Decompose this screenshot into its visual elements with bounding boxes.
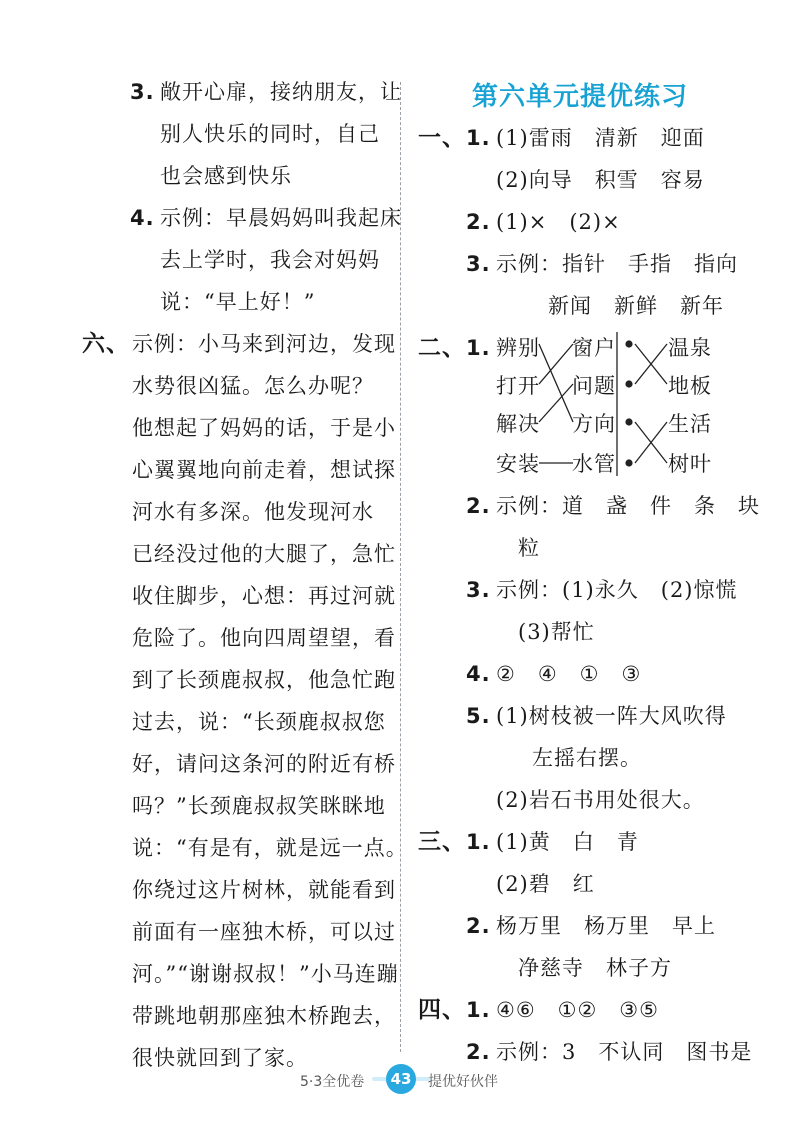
match-dot: [625, 418, 632, 425]
answer-text: 别人快乐的同时，自己: [160, 122, 380, 146]
question-number: 2.: [466, 494, 491, 518]
question-number: 1.: [466, 830, 491, 854]
match-line: [539, 344, 573, 384]
answer-text: 示例：早晨妈妈叫我起床: [160, 206, 402, 230]
answer-text: 示例：道 盏 件 条 块: [496, 494, 760, 518]
match-line: [539, 384, 573, 422]
answer-text: 也会感到快乐: [160, 164, 292, 188]
match-word-mid: 窗户: [572, 336, 616, 360]
match-word-right: 温泉: [668, 336, 712, 360]
section-label: 六、: [82, 331, 130, 357]
essay-line: 心翼翼地向前走着，想试探: [132, 458, 396, 482]
match-word-left: 安装: [496, 452, 540, 476]
section-label: 三、: [418, 829, 466, 855]
match-word-mid: 问题: [572, 374, 616, 398]
answer-text: 示例：(1)永久 (2)惊慌: [496, 578, 738, 602]
match-dot: [625, 380, 632, 387]
answer-text: 新闻 新鲜 新年: [548, 294, 724, 318]
question-number: 1.: [466, 126, 491, 150]
match-word-mid: 水管: [572, 452, 616, 476]
essay-line: 很快就回到了家。: [132, 1046, 308, 1070]
answer-text: (1)树枝被一阵大风吹得: [496, 704, 727, 728]
match-line: [539, 344, 573, 422]
essay-line: 前面有一座独木桥，可以过: [132, 920, 396, 944]
answer-text: 左摇右摆。: [532, 746, 642, 770]
essay-line: 河水有多深。他发现河水: [132, 500, 374, 524]
section-label: 四、: [418, 997, 466, 1023]
answer-text: (2)岩石书用处很大。: [496, 788, 705, 812]
essay-line: 水势很凶猛。怎么办呢？: [132, 374, 374, 398]
essay-line: 危险了。他向四周望望，看: [132, 626, 396, 650]
essay-line: 已经没过他的大腿了，急忙: [132, 542, 396, 566]
answer-text: 示例：指针 手指 指向: [496, 252, 738, 276]
page-footer: [0, 1064, 800, 1094]
answer-text: 净慈寺 林子方: [518, 956, 672, 980]
answer-text: (2)碧 红: [496, 872, 595, 896]
answer-text: (2)向导 积雪 容易: [496, 168, 705, 192]
page-title: 第六单元提优练习: [472, 82, 689, 112]
match-dot: [625, 340, 632, 347]
match-word-right: 树叶: [668, 452, 712, 476]
question-number: 1.: [466, 336, 491, 360]
answer-text: 说：“早上好！”: [160, 290, 316, 314]
essay-line: 他想起了妈妈的话，于是小: [132, 416, 396, 440]
question-number: 2.: [466, 914, 491, 938]
answer-text: (1)雷雨 清新 迎面: [496, 126, 705, 150]
match-word-left: 辨别: [496, 336, 540, 360]
question-number: 1.: [466, 998, 491, 1022]
question-number: 4.: [466, 662, 491, 686]
column-divider: [400, 82, 401, 1052]
essay-line: 你绕过这片树林，就能看到: [132, 878, 396, 902]
answer-text: 粒: [518, 536, 540, 560]
answer-text: 去上学时，我会对妈妈: [160, 248, 380, 272]
essay-line: 收住脚步，心想：再过河就: [132, 584, 396, 608]
question-number: 3.: [466, 252, 491, 276]
essay-line: 示例：小马来到河边，发现: [132, 332, 396, 356]
answer-text: (1)× (2)×: [496, 210, 621, 234]
answer-text: 敞开心扉，接纳朋友，让: [160, 80, 402, 104]
essay-line: 好，请问这条河的附近有桥: [132, 752, 396, 776]
question-number: 3.: [130, 80, 155, 104]
section-label: 二、: [418, 335, 466, 361]
match-word-right: 生活: [668, 412, 712, 436]
match-word-left: 解决: [496, 412, 540, 436]
essay-line: 河。”“谢谢叔叔！”小马连蹦: [132, 962, 399, 986]
match-word-left: 打开: [496, 374, 540, 398]
matching-lines: [495, 330, 725, 480]
answer-text: 示例：3 不认同 图书是: [496, 1040, 753, 1064]
question-number: 5.: [466, 704, 491, 728]
footer-slogan: 提优好伙伴: [428, 1074, 498, 1090]
question-number: 4.: [130, 206, 155, 230]
footer-book-name: 5·3全优卷: [300, 1074, 365, 1090]
answer-text: ④⑥ ①② ③⑤: [496, 998, 659, 1022]
essay-line: 带跳地朝那座独木桥跑去，: [132, 1004, 396, 1028]
answer-text: (3)帮忙: [518, 620, 595, 644]
answer-text: (1)黄 白 青: [496, 830, 639, 854]
page-number-badge: 43: [386, 1064, 416, 1094]
essay-line: 说：“有是有，就是远一点。: [132, 836, 408, 860]
match-dot: [625, 459, 632, 466]
answer-text: 杨万里 杨万里 早上: [496, 914, 716, 938]
essay-line: 吗？”长颈鹿叔叔笑眯眯地: [132, 794, 386, 818]
question-number: 2.: [466, 210, 491, 234]
answer-text: ② ④ ① ③: [496, 662, 642, 686]
match-word-right: 地板: [668, 374, 712, 398]
essay-line: 到了长颈鹿叔叔，他急忙跑: [132, 668, 396, 692]
essay-line: 过去，说：“长颈鹿叔叔您: [132, 710, 386, 734]
question-number: 2.: [466, 1040, 491, 1064]
match-word-mid: 方向: [572, 412, 616, 436]
section-label: 一、: [418, 125, 466, 151]
question-number: 3.: [466, 578, 491, 602]
